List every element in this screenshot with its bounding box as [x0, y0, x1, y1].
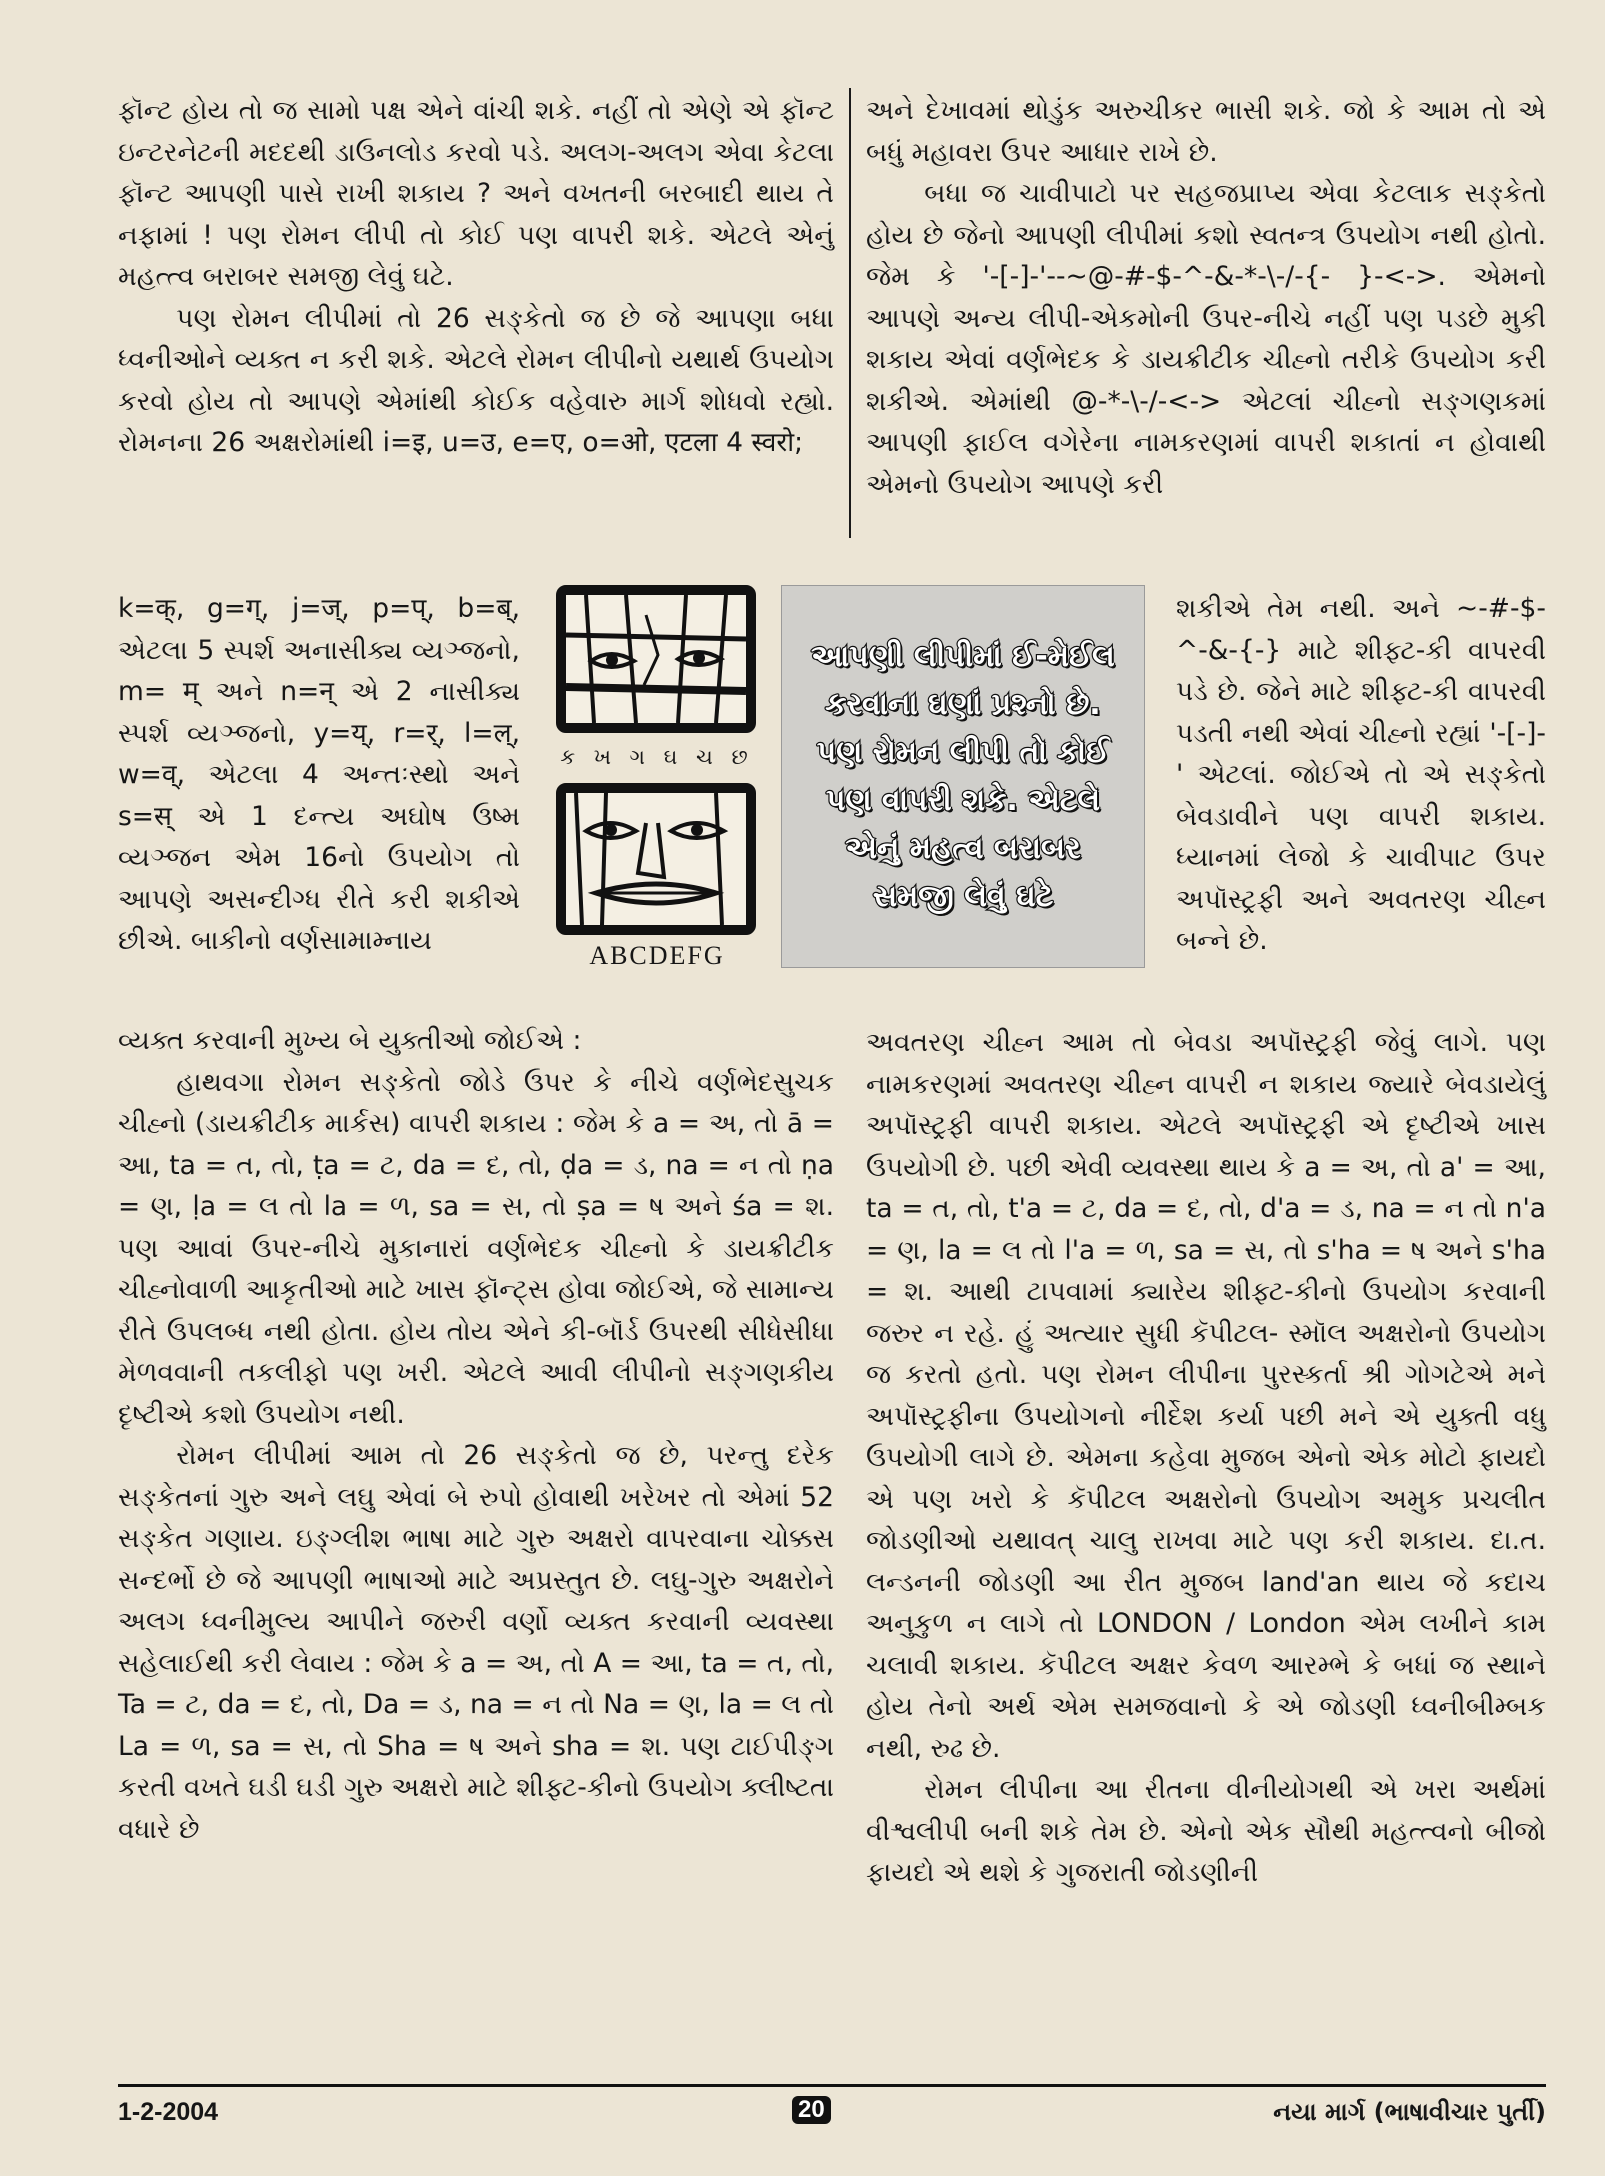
- right-column-top: [866, 90, 1546, 505]
- left-paragraph-2: પણ રોમન લીપીમાં તો 26 સઙ્કેતો જ છે જે આપણા બધા ધ્વનીઓને વ્યક્ત ન કરી શકે. એટલે રોમન લીપીનો યથાર્થ ઉપયોગ કરવો હોય તો આપણે એમાંથી કોઈક વહેવારુ માર્ગ શોધવો રહ્યો. રોમનના 26 અક્ષરોમાંથી i=इ, u=उ, e=ए, o=ओ, एटला 4 स्वरो;: [118, 302, 834, 458]
- latin-letter-caption: ABCDEFG: [589, 941, 725, 970]
- left-paragraph-5: રોમન લીપીમાં આમ તો 26 સઙ્કેતો જ છે, પરન્તુ દરેક સઙ્કેતનાં ગુરુ અને લઘુ એવાં બે રુપો હોવાથી ખરેખર તો એમાં 52 સઙ્કેત ગણાય. ઇઙ્ગ્લીશ ભાષા માટે ગુરુ અક્ષરો વાપરવાના ચોક્કસ સન્દર્ભો છે જે આપણી ભાષાઓ માટે અપ્રસ્તુત છે. લઘુ-ગુરુ અક્ષરોને અલગ ધ્વનીમુલ્ય આપીને જરુરી વર્ણો વ્યક્ત કરવાની વ્યવસ્થા સહેલાઈથી કરી લેવાય : જેમ કે a = અ, તો A = આ, ta = ત, તો, Ta = ટ, da = દ, તો, Da = ડ, na = ન તો Na = ણ, la = લ તો La = ળ, sa = સ, તો Sha = ષ અને sha = શ. પણ ટાઈપીઙ્ગ કરતી વખતે ઘડી ઘડી ગુરુ અક્ષરો માટે શીફ્ટ-કીનો ઉપયોગ ક્લીષ્ટતા વધારે છે: [118, 1440, 834, 1845]
- pull-quote-box: [781, 585, 1145, 968]
- face-drawing-top-icon: [566, 595, 746, 723]
- pull-quote-text: આપણી લીપીમાં ઈ-મેઈલ કરવાના ઘણાં પ્રશ્નો છે. પણ રોમન લીપી તો કોઈ પણ વાપરી શકે. એટલે એનું મહત્વ બરાબર સમજી લેવું ઘટે: [811, 638, 1115, 914]
- column-divider: [849, 88, 851, 538]
- face-illustration-top: [556, 585, 756, 733]
- illustration: [548, 585, 766, 970]
- right-paragraph-3: અવતરણ ચીહ્ન આમ તો બેવડા અપૉસ્ટ્રફી જેવું લાગે. પણ નામકરણમાં અવતરણ ચીહ્ન વાપરી ન શકાય જ્યારે બેવડાયેલું અપૉસ્ટ્રફી વાપરી શકાય. એટલે અપૉસ્ટ્રફી એ દૃષ્ટીએ ખાસ ઉપયોગી છે. પછી એવી વ્યવસ્થા થાય કે a = અ, તો a' = આ, ta = ત, તો, t'a = ટ, da = દ, તો, d'a = ડ, na = ન તો n'a = ણ, la = લ તો l'a = ળ, sa = સ, તો s'ha = ષ અને s'ha = શ. આથી ટાપવામાં ક્યારેય શીફ્ટ-કીનો ઉપયોગ કરવાની જરુર ન રહે. હું અત્યાર સુધી કૅપીટલ- સ્મૉલ અક્ષરોનો ઉપયોગ જ કરતો હતો. પણ રોમન લીપીના પુરસ્કર્તા શ્રી ગોગટેએ મને અપૉસ્ટ્રફીના ઉપયોગનો નીર્દેશ કર્યા પછી મને એ યુક્તી વધુ ઉપયોગી લાગે છે. એમના કહેવા મુજબ એનો એક મોટો ફાયદો એ પણ ખરો કે કૅપીટલ અક્ષરોનો ઉપયોગ અમુક પ્રચલીત જોડણીઓ યથાવત્ ચાલુ રાખવા માટે પણ કરી શકાય. દા.ત. લન્ડનની જોડણી આ રીત મુજબ land'an થાય જે કદાચ અનુકુળ ન લાગે તો LONDON / London એમ લખીને કામ ચલાવી શકાય. કૅપીટલ અક્ષર કેવળ આરમ્ભે કે બધાં જ સ્થાને હોય તેનો અર્થ એમ સમજવાનો કે એ જોડણી ધ્વનીબીમ્બક નથી, રુઢ છે.: [866, 1027, 1546, 1764]
- footer-date: 1-2-2004: [118, 2098, 219, 2126]
- right-paragraph-1: અને દેખાવમાં થોડુંક અરુચીકર ભાસી શકે. જો કે આમ તો એ બધું મહાવરા ઉપર આધાર રાખે છે.: [866, 95, 1546, 168]
- left-paragraph-1: ફૉન્ટ હોય તો જ સામો પક્ષ એને વાંચી શકે. નહીં તો એણે એ ફૉન્ટ ઇન્ટરનેટની મદદથી ડાઉનલોડ કરવો પડે. અલગ-અલગ એવા કેટલા ફૉન્ટ આપણી પાસે રાખી શકાય ? અને વખતની બરબાદી થાય તે નફામાં ! પણ રોમન લીપી તો કોઈ પણ વાપરી શકે. એટલે એનું મહત્ત્વ બરાબર સમજી લેવું ઘટે.: [118, 95, 834, 292]
- right-column-bottom: [866, 1022, 1546, 1894]
- page-number: 20: [792, 2096, 831, 2124]
- right-paragraph-4: રોમન લીપીના આ રીતના વીનીયોગથી એ ખરા અર્થમાં વીશ્વલીપી બની શકે તેમ છે. એનો એક સૌથી મહત્ત્વનો બીજો ફાયદો એ થશે કે ગુજરાતી જોડણીની: [866, 1774, 1546, 1888]
- right-paragraph-2: બધા જ ચાવીપાટો પર સહજપ્રાપ્ય એવા કેટલાક સઙ્કેતો હોય છે જેનો આપણી લીપીમાં કશો સ્વતન્ત્ર ઉપયોગ નથી હોતો. જેમ કે '-[-]-'--~@-#-$-^-&-*-\-/-{- }-<->. એમનો આપણે અન્ય લીપી-એકમોની ઉપર-નીચે નહીં પણ પડછે મુકી શકાય એવાં વર્ણભેદક કે ડાયક્રીટીક ચીહ્નો તરીકે ઉપયોગ કરી શકીએ. એમાંથી @-*-\-/-<-> એટલાં ચીહ્નો સઙ્ગણકમાં આપણી ફાઈલ વગેરેના નામકરણમાં વાપરી શકાતાં ન હોવાથી એમનો ઉપયોગ આપણે કરી: [866, 178, 1547, 500]
- gujarati-letter-caption: ક ખ ગ ઘ ચ છ: [560, 745, 754, 769]
- right-narrow-text: શકીએ તેમ નથી. અને ~-#-$-^-&-{-} માટે શીફ્ટ-કી વાપરવી પડે છે. જેને માટે શીફ્ટ-કી વાપરવી પડતી નથી એવાં ચીહ્નો રહ્યાં '-[-]-' એટલાં. જોઈએ તો એ સઙ્કેતો બેવડાવીને પણ વાપરી શકાય. ધ્યાનમાં લેજો કે ચાવીપાટ ઉપર અપૉસ્ટ્રફી અને અવતરણ ચીહ્ન બન્ને છે.: [1176, 593, 1546, 956]
- face-illustration-bottom: [556, 783, 756, 935]
- face-drawing-bottom-icon: [566, 793, 746, 925]
- left-column-bottom: [118, 1020, 834, 1850]
- left-column-top: [118, 90, 834, 464]
- left-narrow-text: k=क्, g=ग्, j=ज्, p=प्, b=ब्, એટલા 5 સ્પર્શ અનાસીક્ય વ્યઞ્જનો, m= म् અને n=न् એ 2 નાસીક્ય સ્પર્શ વ્યઞ્જનો, y=य्, r=र्, l=ल्, w=व्, એટલા 4 અન્તઃસ્થો અને s=स् એ 1 દન્ત્ય અઘોષ ઉષ્મ વ્યઞ્જન એમ 16નો ઉપયોગ તો આપણે અસન્દીગ્ધ રીતે કરી શકીએ છીએ. બાકીનો વર્ણસામામ્નાય: [118, 593, 520, 956]
- publication-title: નયા માર્ગ (ભાષાવીચાર પુર્તી): [1273, 2098, 1546, 2126]
- left-paragraph-4: હાથવગા રોમન સઙ્કેતો જોડે ઉપર કે નીચે વર્ણભેદસુચક ચીહ્નો (ડાયક્રીટીક માર્કસ) વાપરી શકાય : જેમ કે a = અ, તો ā = આ, ta = ત, તો, ṭa = ટ, da = દ, તો, ḍa = ડ, na = ન તો ṇa = ણ, ḷa = લ તો la = ળ, sa = સ, તો ṣa = ષ અને śa = શ. પણ આવાં ઉપર-નીચે મુકાનારાં વર્ણભેદક ચીહ્નો કે ડાયક્રીટીક ચીહ્નોવાળી આકૃતીઓ માટે ખાસ ફૉન્ટ્સ હોવા જોઈએ, જે સામાન્ય રીતે ઉપલબ્ધ નથી હોતા. હોય તોય એને કી-બૉર્ડ ઉપરથી સીધેસીધા મેળવવાની તકલીફો પણ ખરી. એટલે આવી લીપીનો સઙ્ગણકીય દૃષ્ટીએ કશો ઉપયોગ નથી.: [118, 1066, 834, 1430]
- footer-rule: [118, 2084, 1546, 2087]
- left-paragraph-3: વ્યક્ત કરવાની મુખ્ય બે યુક્તીઓ જોઈએ :: [118, 1025, 582, 1056]
